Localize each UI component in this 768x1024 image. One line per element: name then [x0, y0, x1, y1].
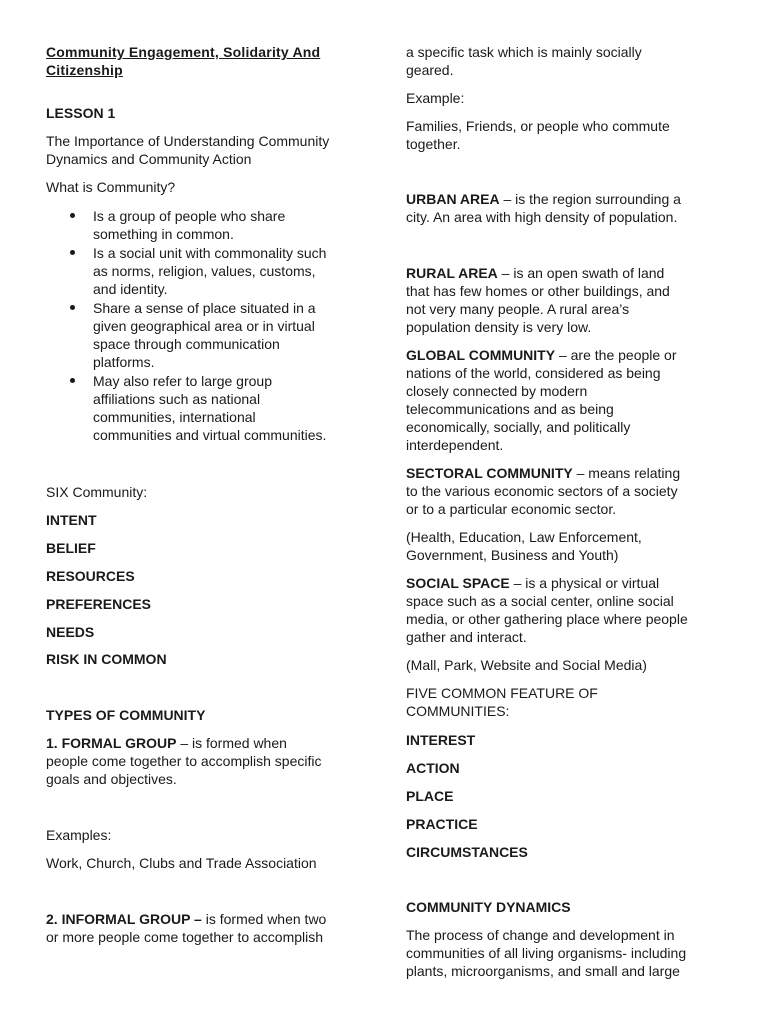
- informal-cont-line-2: geared.: [406, 62, 454, 78]
- social-def: – is a physical or virtual: [513, 575, 660, 591]
- formal-group-def: – is formed when: [180, 735, 287, 751]
- lesson-heading: LESSON 1: [46, 105, 116, 121]
- global-line-5: economically, socially, and politically: [406, 419, 631, 435]
- example-text-line-1: Families, Friends, or people who commute: [406, 118, 670, 134]
- rural-line-1: [406, 264, 664, 282]
- informal-group-line-1: [46, 910, 326, 928]
- six-item-intent: INTENT: [46, 512, 97, 528]
- bullet-4-line-1: May also refer to large group: [93, 373, 272, 389]
- six-item-risk: RISK IN COMMON: [46, 651, 167, 667]
- formal-group-term: 1. FORMAL GROUP: [46, 735, 177, 751]
- example-label: Example:: [406, 90, 465, 106]
- lesson-subtitle-line-2: Dynamics and Community Action: [46, 151, 252, 167]
- types-heading: TYPES OF COMMUNITY: [46, 707, 206, 723]
- rural-line-4: population density is very low.: [406, 319, 592, 335]
- six-item-preferences: PREFERENCES: [46, 596, 152, 612]
- social-term: SOCIAL SPACE: [406, 575, 510, 591]
- community-dynamics-heading: COMMUNITY DYNAMICS: [406, 899, 571, 915]
- example-text-line-2: together.: [406, 136, 461, 152]
- bullet-3-line-3: space through communication: [93, 336, 280, 352]
- bullet-icon: [70, 378, 75, 383]
- social-line-4: gather and interact.: [406, 629, 527, 645]
- urban-line-2: city. An area with high density of population.: [406, 209, 678, 225]
- bullet-3-line-4: platforms.: [93, 354, 155, 370]
- six-item-belief: BELIEF: [46, 540, 96, 556]
- bullet-3-line-2: given geographical area or in virtual: [93, 318, 315, 334]
- feature-action: ACTION: [406, 760, 460, 776]
- examples-label: Examples:: [46, 827, 112, 843]
- bullet-1-line-1: Is a group of people who share: [93, 208, 286, 224]
- feature-place: PLACE: [406, 788, 454, 804]
- rural-term: RURAL AREA: [406, 265, 498, 281]
- social-line-1: [406, 574, 659, 592]
- bullet-icon: [70, 213, 75, 218]
- dynamics-line-1: The process of change and development in: [406, 927, 675, 943]
- informal-group-line-2: or more people come together to accomplish: [46, 929, 324, 945]
- bullet-3-line-1: Share a sense of place situated in a: [93, 300, 316, 316]
- rural-line-2: that has few homes or other buildings, and: [406, 283, 670, 299]
- sectoral-line-2: to the various economic sectors of a society: [406, 483, 678, 499]
- examples-text: Work, Church, Clubs and Trade Association: [46, 855, 317, 871]
- lesson-subtitle-line-1: The Importance of Understanding Community: [46, 133, 330, 149]
- bullet-2-line-1: Is a social unit with commonality such: [93, 245, 327, 261]
- sectoral-examples-line-1: (Health, Education, Law Enforcement,: [406, 529, 642, 545]
- bullet-4-line-3: communities, international: [93, 409, 256, 425]
- formal-group-line-1: [46, 734, 287, 752]
- bullet-4-line-4: communities and virtual communities.: [93, 427, 327, 443]
- bullet-2-line-2: as norms, religion, values, customs,: [93, 263, 316, 279]
- sectoral-term: SECTORAL COMMUNITY: [406, 465, 573, 481]
- informal-group-def: is formed when two: [205, 911, 327, 927]
- informal-cont-line-1: a specific task which is mainly socially: [406, 44, 642, 60]
- feature-interest: INTEREST: [406, 732, 476, 748]
- six-item-resources: RESOURCES: [46, 568, 135, 584]
- global-term: GLOBAL COMMUNITY: [406, 347, 556, 363]
- six-community-heading: SIX Community:: [46, 484, 148, 500]
- six-item-needs: NEEDS: [46, 624, 95, 640]
- urban-line-1: [406, 190, 681, 208]
- bullet-2-line-3: and identity.: [93, 281, 168, 297]
- global-def: – are the people or: [558, 347, 677, 363]
- sectoral-def: – means relating: [576, 465, 681, 481]
- urban-def: – is the region surrounding a: [503, 191, 681, 207]
- bullet-icon: [70, 305, 75, 310]
- dynamics-line-2: communities of all living organisms- including: [406, 945, 687, 961]
- sectoral-line-3: or to a particular economic sector.: [406, 501, 617, 517]
- global-line-4: telecommunications and as being: [406, 401, 614, 417]
- what-is-community-heading: What is Community?: [46, 179, 176, 195]
- sectoral-line-1: [406, 464, 680, 482]
- dynamics-line-3: plants, microorganisms, and small and large: [406, 963, 680, 979]
- bullet-icon: [70, 250, 75, 255]
- global-line-3: closely connected by modern: [406, 383, 588, 399]
- rural-def: – is an open swath of land: [501, 265, 665, 281]
- social-line-3: media, or other gathering place where people: [406, 611, 688, 627]
- bullet-4-line-2: affiliations such as national: [93, 391, 261, 407]
- five-heading-line-2: COMMUNITIES:: [406, 703, 510, 719]
- bullet-1-line-2: something in common.: [93, 226, 234, 242]
- feature-practice: PRACTICE: [406, 816, 478, 832]
- five-heading-line-1: FIVE COMMON FEATURE OF: [406, 685, 598, 701]
- sectoral-examples-line-2: Government, Business and Youth): [406, 547, 619, 563]
- urban-term: URBAN AREA: [406, 191, 500, 207]
- global-line-2: nations of the world, considered as being: [406, 365, 661, 381]
- feature-circumstances: CIRCUMSTANCES: [406, 844, 528, 860]
- document-title-line-2: Citizenship: [46, 62, 123, 78]
- social-line-2: space such as a social center, online social: [406, 593, 674, 609]
- global-line-6: interdependent.: [406, 437, 504, 453]
- global-line-1: [406, 346, 677, 364]
- social-examples: (Mall, Park, Website and Social Media): [406, 657, 647, 673]
- formal-group-line-3: goals and objectives.: [46, 771, 177, 787]
- document-title-line-1: Community Engagement, Solidarity And: [46, 44, 321, 60]
- informal-group-term: 2. INFORMAL GROUP –: [46, 911, 202, 927]
- formal-group-line-2: people come together to accomplish specific: [46, 753, 322, 769]
- rural-line-3: not very many people. A rural area’s: [406, 301, 630, 317]
